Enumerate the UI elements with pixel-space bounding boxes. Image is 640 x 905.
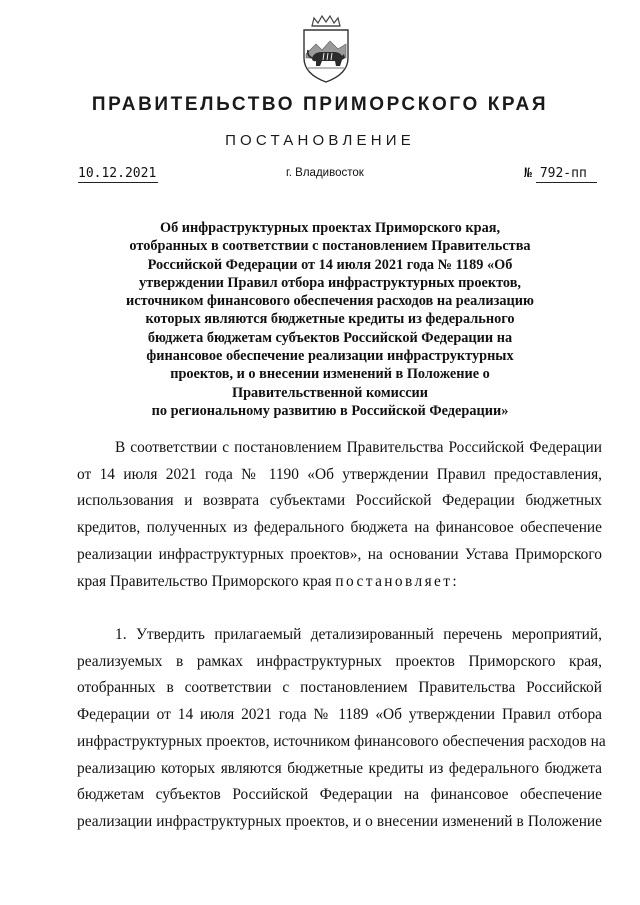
document-number-value: 792-пп xyxy=(536,166,597,183)
resolves-keyword: постановляет: xyxy=(335,572,460,590)
document-heading xyxy=(110,219,550,420)
paragraph-line: отобранных в соответствии с постановлением Правительства Российской xyxy=(77,679,602,697)
paragraph-line-text: края Правительство Приморского края xyxy=(77,572,336,590)
paragraph-line: В соответствии с постановлением Правительства Российской Федерации xyxy=(115,439,602,456)
paragraph-line: реализации инфраструктурных проектов, и о внесении изменений в Положение xyxy=(77,812,602,830)
preamble-paragraph xyxy=(77,435,602,595)
heading-line: Российской Федерации от 14 июля 2021 года № 1189 «Об xyxy=(147,256,513,273)
document-city: г. Владивосток xyxy=(286,167,364,179)
heading-line: Об инфраструктурных проектах Приморского края, xyxy=(159,220,501,236)
government-name: ПРАВИТЕЛЬСТВО ПРИМОРСКОГО КРАЯ xyxy=(91,94,549,115)
heading-line: по региональному развитию в Российской Федерации» xyxy=(151,402,509,419)
heading-line: Правительственной комиссии xyxy=(231,384,429,401)
paragraph-line: кредитов, полученных из федерального бюджета на финансовое обеспечение xyxy=(77,519,602,537)
paragraph-line: реализацию которых являются бюджетные кредиты из федерального бюджета xyxy=(77,759,602,777)
heading-line: отобранных в соответствии с постановлением Правительства xyxy=(129,238,531,255)
paragraph-line: Федерации от 14 июля 2021 года № 1189 «Об утверждении Правил отбора xyxy=(77,706,602,724)
paragraph-line: бюджетам субъектов Российской Федерации на финансовое обеспечение xyxy=(77,786,602,804)
heading-line: источником финансового обеспечения расходов на реализацию xyxy=(126,293,534,310)
heading-line: проектов, и о внесении изменений в Положение о xyxy=(170,366,490,383)
primorsky-krai-coat-of-arms-icon xyxy=(298,14,354,84)
paragraph-line: использования и возврата субъектами Российской Федерации бюджетных xyxy=(77,492,602,510)
paragraph-line xyxy=(77,569,602,596)
paragraph-line: реализации инфраструктурных проектов», на основании Устава Приморского xyxy=(77,545,602,563)
paragraph-line: инфраструктурных проектов, источником финансового обеспечения расходов на xyxy=(77,732,606,750)
paragraph-line: от 14 июля 2021 года № 1190 «Об утверждении Правил предоставления, xyxy=(77,465,602,483)
paragraph-line: реализуемых в рамках инфраструктурных проектов Приморского края, xyxy=(77,652,602,670)
heading-line: бюджета бюджетам субъектов Российской Федерации на xyxy=(147,329,513,346)
document-number xyxy=(524,166,597,183)
clause-1-paragraph xyxy=(77,622,606,836)
heading-line: которых являются бюджетные кредиты из федерального xyxy=(145,311,515,328)
heading-line: утверждении Правил отбора инфраструктурных проектов, xyxy=(138,274,521,291)
document-date: 10.12.2021 xyxy=(78,166,157,181)
heading-line: финансовое обеспечение реализации инфраструктурных xyxy=(146,348,514,365)
document-number-label: № xyxy=(524,166,532,181)
document-type: ПОСТАНОВЛЕНИЕ xyxy=(225,132,415,149)
paragraph-line: 1. Утвердить прилагаемый детализированный перечень мероприятий, xyxy=(115,626,602,643)
